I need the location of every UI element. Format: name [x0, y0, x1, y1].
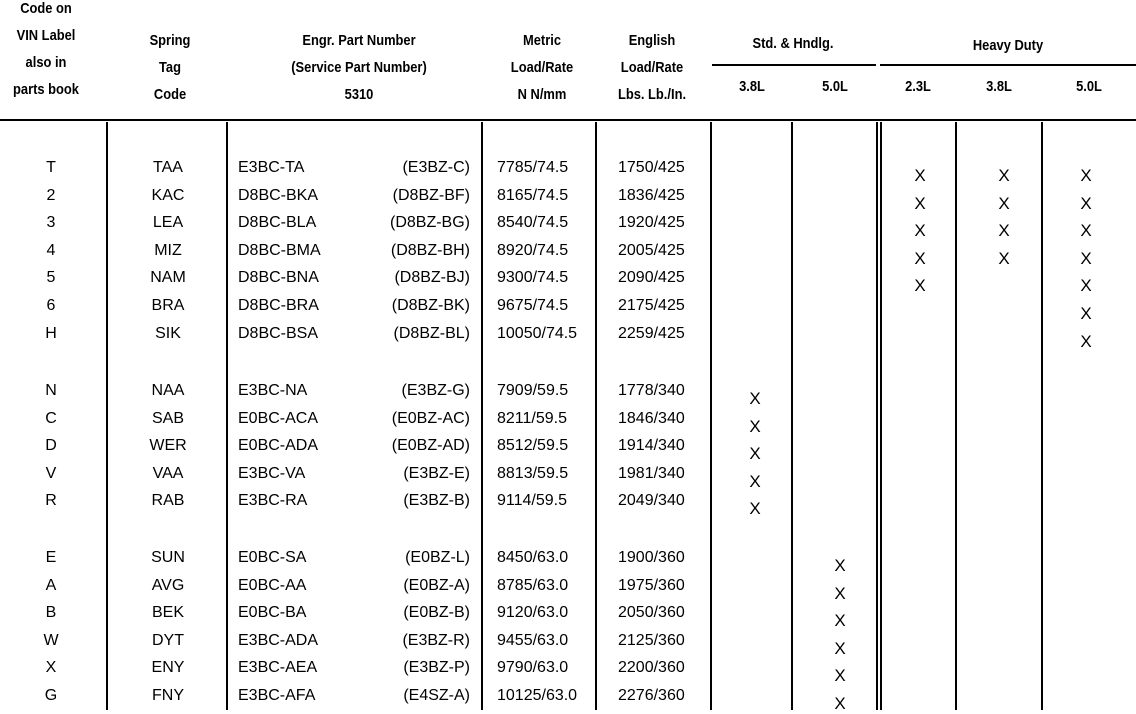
vin-code: B	[45, 604, 57, 622]
engr-part-number: D8BC-BNA	[238, 269, 319, 287]
applicability-mark: X	[749, 471, 761, 491]
metric-load-rate: 9120/63.0	[497, 604, 569, 622]
metric-load-rate: 8813/59.5	[497, 464, 569, 482]
vin-code: 6	[46, 297, 56, 314]
header-sub-std-50: 5.0L	[822, 78, 848, 95]
service-part-number: (E3BZ-R)	[402, 631, 470, 649]
vin-code: V	[45, 464, 57, 482]
metric-load-rate: 9300/74.5	[497, 269, 569, 287]
header-line: Code on	[20, 0, 72, 17]
header-metric	[497, 27, 586, 108]
engr-part-number: E0BC-AA	[238, 576, 307, 594]
engr-part-number: E3BC-VA	[238, 464, 306, 482]
engr-part-number: E0BC-ADA	[238, 437, 319, 455]
applicability-mark: X	[749, 499, 761, 519]
vin-code: X	[45, 659, 57, 677]
applicability-mark: X	[914, 276, 926, 296]
header-line: (Service Part Number)	[291, 59, 427, 76]
header-line: Spring	[149, 32, 191, 49]
service-part-number: (D8BZ-BF)	[392, 186, 470, 204]
engr-part-number: D8BC-BLA	[238, 214, 317, 232]
applicability-mark: X	[1080, 304, 1092, 323]
header-line: N N/mm	[517, 86, 567, 103]
applicability-mark: X	[998, 248, 1010, 268]
header-line: Engr. Part Number	[302, 32, 416, 49]
applicability-mark: X	[749, 444, 761, 464]
metric-load-rate: 8920/74.5	[497, 241, 569, 259]
metric-load-rate: 9114/59.5	[497, 492, 567, 510]
applicability-mark: X	[1080, 166, 1092, 185]
english-load-rate: 1914/340	[618, 437, 685, 455]
applicability-mark: X	[1080, 248, 1092, 268]
english-load-rate: 1750/425	[618, 159, 685, 176]
applicability-mark: X	[834, 638, 846, 658]
english-load-rate: 2005/425	[618, 241, 685, 259]
applicability-mark: X	[1080, 331, 1092, 351]
english-load-rate: 1900/360	[618, 549, 685, 566]
hd-rule	[880, 64, 1136, 66]
header-line: Load/Rate	[510, 59, 574, 76]
applicability-mark: X	[834, 556, 846, 575]
header-part-number	[246, 27, 471, 108]
header-heavy-duty: Heavy Duty	[972, 37, 1044, 54]
header-english	[604, 27, 700, 108]
applicability-mark: X	[834, 583, 846, 603]
metric-load-rate: 7785/74.5	[497, 159, 569, 176]
english-load-rate: 2049/340	[618, 492, 685, 510]
service-part-number: (E0BZ-AC)	[391, 409, 470, 427]
col-divider	[226, 122, 228, 710]
spring-tag: LEA	[152, 214, 184, 232]
applicability-mark: X	[834, 611, 846, 631]
english-load-rate: 2259/425	[618, 324, 685, 342]
applicability-mark: X	[914, 248, 926, 268]
engr-part-number: E0BC-ACA	[238, 409, 319, 427]
service-part-number: (E0BZ-L)	[405, 549, 470, 566]
applicability-mark: X	[1080, 221, 1092, 241]
col-divider	[876, 122, 878, 710]
engr-part-number: E3BC-NA	[238, 382, 308, 399]
metric-load-rate: 9675/74.5	[497, 297, 569, 314]
vin-code: D	[45, 437, 57, 455]
spring-tag: NAA	[151, 382, 185, 399]
spring-tag: TAA	[153, 159, 183, 176]
applicability-mark: X	[834, 694, 846, 713]
header-line: 5310	[344, 86, 374, 103]
header-line: also in	[25, 54, 67, 71]
header-std-hndlg: Std. & Hndlg.	[752, 35, 834, 52]
col-divider	[1041, 122, 1043, 710]
header-code-vin	[6, 0, 85, 103]
service-part-number: (E0BZ-A)	[403, 576, 470, 594]
service-part-number: (E3BZ-B)	[403, 492, 470, 510]
col-divider	[481, 122, 483, 710]
service-part-number: (E3BZ-P)	[403, 659, 470, 677]
english-load-rate: 2090/425	[618, 269, 685, 287]
service-part-number: (E3BZ-G)	[401, 382, 470, 399]
english-load-rate: 2175/425	[618, 297, 685, 314]
header-sub-hd-50: 5.0L	[1076, 78, 1102, 95]
english-load-rate: 1975/360	[618, 576, 685, 594]
spring-tag: NAM	[150, 269, 186, 287]
engr-part-number: D8BC-BKA	[238, 186, 319, 204]
metric-load-rate: 7909/59.5	[497, 382, 569, 399]
applicability-mark: X	[749, 416, 761, 436]
header-rule	[0, 119, 1136, 121]
applicability-mark: X	[1080, 276, 1092, 296]
spring-tag: SIK	[155, 324, 181, 342]
english-load-rate: 2125/360	[618, 631, 685, 649]
metric-load-rate: 10125/63.0	[497, 687, 578, 704]
header-line: Metric	[522, 32, 562, 49]
vin-code: A	[45, 576, 57, 594]
metric-load-rate: 8540/74.5	[497, 214, 569, 232]
col-divider	[955, 122, 957, 710]
spring-tag: BRA	[151, 297, 185, 314]
applicability-mark: X	[749, 389, 761, 408]
engr-part-number: E0BC-SA	[238, 549, 307, 566]
service-part-number: (D8BZ-BL)	[393, 324, 470, 342]
service-part-number: (E3BZ-E)	[403, 464, 470, 482]
metric-load-rate: 9790/63.0	[497, 659, 569, 677]
english-load-rate: 2050/360	[618, 604, 685, 622]
english-load-rate: 1981/340	[618, 464, 685, 482]
engr-part-number: E3BC-RA	[238, 492, 308, 510]
spring-tag: MIZ	[154, 241, 182, 259]
header-line: parts book	[13, 81, 79, 98]
header-line: Load/Rate	[620, 59, 684, 76]
engr-part-number: D8BC-BSA	[238, 324, 319, 342]
header-sub-hd-38: 3.8L	[986, 78, 1012, 95]
vin-code: R	[45, 492, 57, 510]
spring-tag: ENY	[151, 659, 185, 677]
service-part-number: (D8BZ-BH)	[390, 241, 470, 259]
service-part-number: (E0BZ-AD)	[391, 437, 470, 455]
spring-tag: DYT	[152, 631, 184, 649]
vin-code: 4	[46, 241, 56, 259]
vin-code: 3	[46, 214, 56, 232]
header-spring-tag	[131, 27, 208, 108]
spring-tag: BEK	[151, 604, 185, 622]
spring-tag: AVG	[151, 576, 185, 594]
vin-code: E	[45, 549, 57, 566]
spring-tag: VAA	[152, 464, 184, 482]
vin-code: 5	[46, 269, 56, 287]
english-load-rate: 1778/340	[618, 382, 685, 399]
applicability-mark: X	[998, 193, 1010, 213]
vin-code: N	[45, 382, 57, 399]
std-rule	[712, 64, 876, 66]
service-part-number: (D8BZ-BK)	[391, 297, 470, 314]
applicability-mark: X	[998, 166, 1010, 185]
col-divider	[791, 122, 793, 710]
metric-load-rate: 8785/63.0	[497, 576, 569, 594]
english-load-rate: 1920/425	[618, 214, 685, 232]
english-load-rate: 1846/340	[618, 409, 685, 427]
spring-tag: SAB	[151, 409, 185, 427]
header-line: Code	[153, 86, 187, 103]
col-divider	[710, 122, 712, 710]
applicability-mark: X	[1080, 193, 1092, 213]
applicability-mark: X	[834, 666, 846, 686]
header-sub-std-38: 3.8L	[739, 78, 765, 95]
service-part-number: (E0BZ-B)	[403, 604, 470, 622]
metric-load-rate: 8165/74.5	[497, 186, 569, 204]
applicability-mark: X	[998, 221, 1010, 241]
engr-part-number: E3BC-TA	[238, 159, 305, 176]
col-divider	[595, 122, 597, 710]
service-part-number: (E4SZ-A)	[403, 687, 470, 704]
engr-part-number: E0BC-BA	[238, 604, 307, 622]
engr-part-number: E3BC-AFA	[238, 687, 316, 704]
spring-tag: SUN	[151, 549, 185, 566]
spring-tag: FNY	[152, 687, 184, 704]
metric-load-rate: 8211/59.5	[497, 409, 567, 427]
spring-tag: RAB	[151, 492, 185, 510]
service-part-number: (D8BZ-BJ)	[394, 269, 470, 287]
metric-load-rate: 10050/74.5	[497, 324, 578, 342]
header-line: Lbs. Lb./In.	[617, 86, 687, 103]
engr-part-number: D8BC-BRA	[238, 297, 319, 314]
engr-part-number: E3BC-AEA	[238, 659, 318, 677]
header-sub-hd-23: 2.3L	[905, 78, 931, 95]
english-load-rate: 1836/425	[618, 186, 685, 204]
vin-code: G	[44, 687, 58, 704]
applicability-mark: X	[914, 221, 926, 241]
applicability-mark: X	[914, 193, 926, 213]
header-line: VIN Label	[16, 27, 76, 44]
vin-code: H	[45, 324, 57, 342]
metric-load-rate: 8450/63.0	[497, 549, 569, 566]
engr-part-number: D8BC-BMA	[238, 241, 321, 259]
service-part-number: (E3BZ-C)	[402, 159, 470, 176]
engr-part-number: E3BC-ADA	[238, 631, 319, 649]
english-load-rate: 2276/360	[618, 687, 685, 704]
header-line: English	[628, 32, 676, 49]
spring-tag: WER	[149, 437, 187, 455]
vin-code: 2	[46, 186, 56, 204]
metric-load-rate: 8512/59.5	[497, 437, 569, 455]
header-line: Tag	[159, 59, 181, 76]
service-part-number: (D8BZ-BG)	[390, 214, 470, 232]
col-divider	[880, 122, 882, 710]
spring-tag: KAC	[151, 186, 185, 204]
vin-code: C	[45, 409, 57, 427]
vin-code: W	[43, 631, 59, 649]
applicability-mark: X	[914, 166, 926, 185]
col-divider	[106, 122, 108, 710]
english-load-rate: 2200/360	[618, 659, 685, 677]
vin-code: T	[46, 159, 56, 176]
metric-load-rate: 9455/63.0	[497, 631, 569, 649]
